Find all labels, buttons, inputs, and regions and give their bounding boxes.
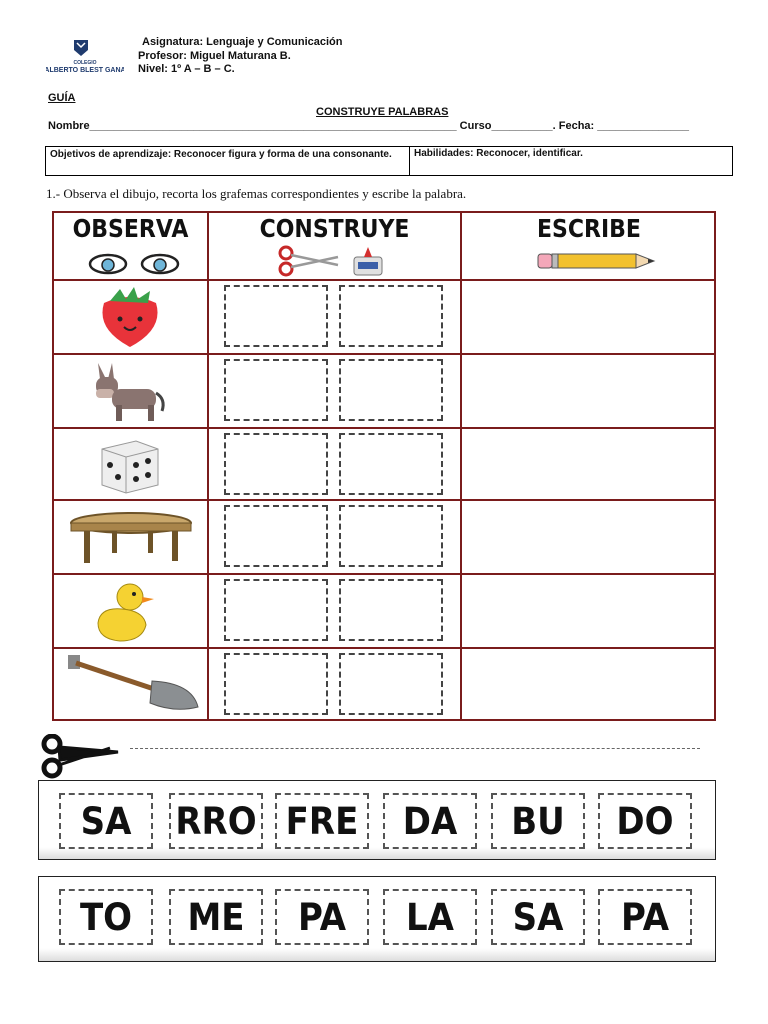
name-line: Nombre____________________________________________________________ Curso__________. Fecha: _______________ [48,120,690,132]
build-slot[interactable] [339,359,443,421]
row-divider [54,353,714,355]
level-label: Nivel: 1º A – B – C. [138,63,235,75]
instruction-text: 1.- Observa el dibujo, recorta los grafemas correspondientes y escribe la palabra. [46,186,467,201]
row-divider [54,647,714,649]
col-divider [460,213,462,719]
skills-text: Habilidades: Reconocer, identificar. [414,148,583,159]
scissors-glue-icon [276,243,396,277]
school-logo [46,38,124,76]
build-slot[interactable] [339,579,443,641]
syllable-card[interactable]: BU [491,793,585,849]
worksheet-table [52,211,716,721]
syllable-card[interactable]: TO [59,889,153,945]
logo-school-line2: ALBERTO BLEST GANA [46,67,124,74]
pencil-icon [536,251,660,271]
objectives-text: Objetivos de aprendizaje: Reconocer figura y forma de una consonante. [46,147,410,175]
syllable-strip-2 [38,876,716,962]
build-slot[interactable] [339,505,443,567]
syllable-card[interactable]: FRE [275,793,369,849]
row-divider [54,427,714,429]
build-slot[interactable] [339,653,443,715]
build-slot[interactable] [224,579,328,641]
subject-label: Asignatura: Lenguaje y Comunicación [142,36,343,48]
syllable-card[interactable]: PA [275,889,369,945]
row-divider [54,499,714,501]
build-slot[interactable] [224,433,328,495]
eyes-icon [84,249,184,275]
header-escribe: ESCRIBE [537,215,641,244]
syllable-card[interactable]: DA [383,793,477,849]
col-divider [207,213,209,719]
row-divider [54,279,714,281]
shovel-icon [66,653,200,715]
build-slot[interactable] [339,285,443,347]
syllable-card[interactable]: SA [59,793,153,849]
row-divider [54,573,714,575]
syllable-card[interactable]: LA [383,889,477,945]
syllable-card[interactable]: DO [598,793,692,849]
syllable-card[interactable]: PA [598,889,692,945]
dice-icon [96,435,166,495]
build-slot[interactable] [224,285,328,347]
header-construye: CONSTRUYE [259,215,410,244]
syllable-card[interactable]: RRO [169,793,263,849]
teacher-label: Profesor: Miguel Maturana B. [138,50,291,62]
syllable-strip-1 [38,780,716,860]
duck-icon [92,579,168,645]
strawberry-icon [90,285,170,349]
header-observa: OBSERVA [72,215,189,244]
scissors-icon [40,734,120,780]
syllable-card[interactable]: SA [491,889,585,945]
table-icon [68,509,194,567]
objectives-box [45,146,733,176]
build-slot[interactable] [339,433,443,495]
syllable-card[interactable]: ME [169,889,263,945]
logo-school-line1: COLEGIO [73,60,97,66]
donkey-icon [90,359,170,425]
doc-title: CONSTRUYE PALABRAS [316,106,449,118]
doc-type: GUÍA [48,92,76,104]
build-slot[interactable] [224,653,328,715]
build-slot[interactable] [224,359,328,421]
build-slot[interactable] [224,505,328,567]
cut-line [130,748,700,749]
